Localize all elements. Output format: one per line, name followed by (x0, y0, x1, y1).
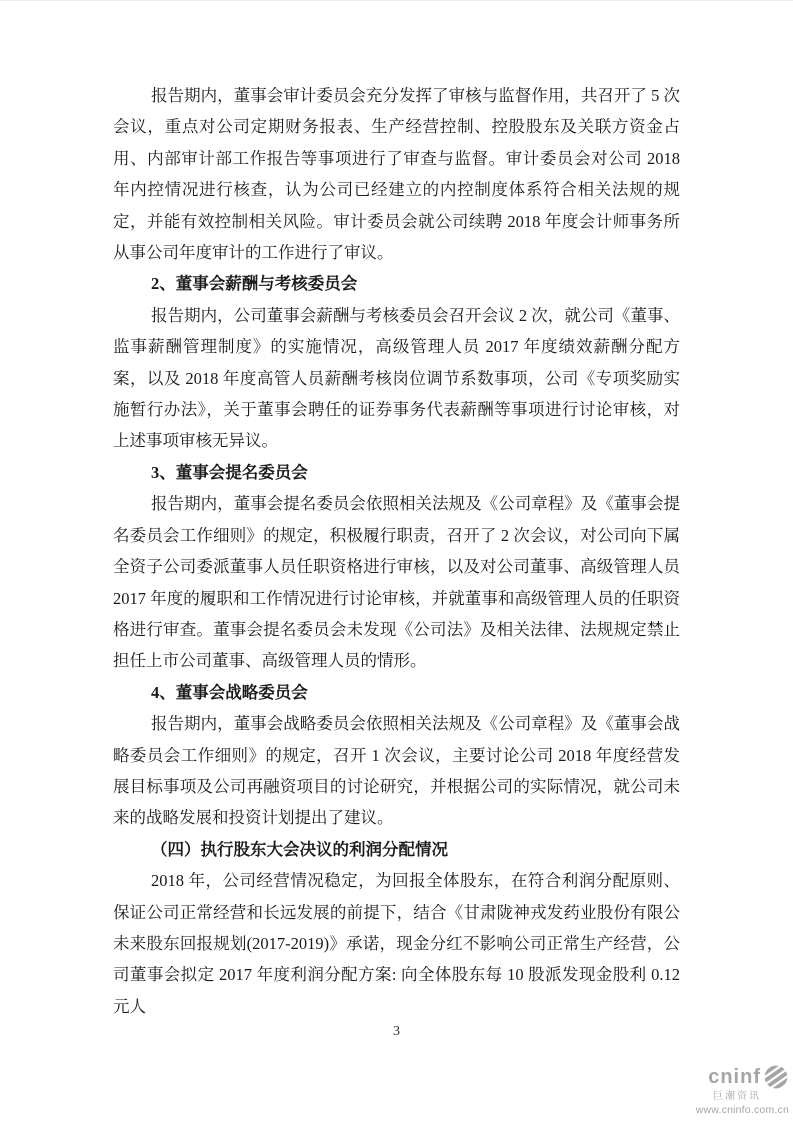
cninfo-swirl-icon (763, 1064, 789, 1090)
heading-nomination-committee: 3、董事会提名委员会 (151, 462, 308, 482)
paragraph-strategy-committee: 报告期内，董事会战略委员会依照相关法规及《公司章程》及《董事会战略委员会工作细则》的规定，召开 1 次会议，主要讨论公司 2018 年度经营发展目标事项及公司再融资项目的讨论研究，并根据公司的实际情况，就公司未来的战略发展和投资计划提出了建议。 (113, 714, 680, 828)
heading-remuneration-committee: 2、董事会薪酬与考核委员会 (151, 274, 358, 294)
heading-profit-distribution: （四）执行股东大会决议的利润分配情况 (151, 839, 448, 859)
paragraph-nomination-committee: 报告期内，董事会提名委员会依照相关法规及《公司章程》及《董事会提名委员会工作细则》的规定，积极履行职责，召开了 2 次会议，对公司向下属全资子公司委派董事人员任职资格进行审核，以及对公司董事、高级管理人员 2017 年度的履职和工作情况进行讨论审核，并就董事和高级管理人员的任职资格进行审查。董事会提名委员会未发现《公司法》及相关法律、法规规定禁止担任上市公司董事、高级管理人员的情形。 (113, 494, 680, 671)
document-body (113, 80, 680, 1022)
heading-strategy-committee: 4、董事会战略委员会 (151, 682, 308, 702)
cninfo-brand-text: cninf (708, 1066, 761, 1088)
paragraph-profit-distribution: 2018 年，公司经营情况稳定，为回报全体股东，在符合利润分配原则、保证公司正常经营和长远发展的前提下，结合《甘肃陇神戎发药业股份有限公未来股东回报规划(2017-2019)》承诺，现金分红不影响公司正常生产经营，公司董事会拟定 2017 年度利润分配方案: 向全体股东每 10 股派发现金股利 0.12 元人 (113, 871, 680, 1016)
paragraph-remuneration-committee: 报告期内，公司董事会薪酬与考核委员会召开会议 2 次，就公司《董事、监事薪酬管理制度》的实施情况，高级管理人员 2017 年度绩效薪酬分配方案，以及 2018 年度高管人员薪酬考核岗位调节系数事项，公司《专项奖励实施暂行办法》，关于董事会聘任的证券事务代表薪酬等事项进行讨论审核，对上述事项审核无异议。 (113, 305, 680, 451)
cninfo-brand-chinese: 巨潮资讯 (713, 1091, 761, 1102)
paragraph-audit-committee: 报告期内，董事会审计委员会充分发挥了审核与监督作用，共召开了 5 次会议，重点对公司定期财务报表、生产经营控制、控股股东及关联方资金占用、内部审计部工作报告等事项进行了审查与监督。审计委员会对公司 2018 年内控情况进行核查，认为公司已经建立的内控制度体系符合相关法规的规定，并能有效控制相关风险。审计委员会就公司续聘 2018 年度会计师事务所从事公司年度审计的工作进行了审议。 (113, 86, 680, 263)
cninfo-brand-row (679, 1064, 789, 1090)
page-number: 3 (393, 1024, 400, 1039)
cninfo-watermark (679, 1064, 789, 1116)
cninfo-url: www.cninfo.com.cn (695, 1104, 789, 1116)
